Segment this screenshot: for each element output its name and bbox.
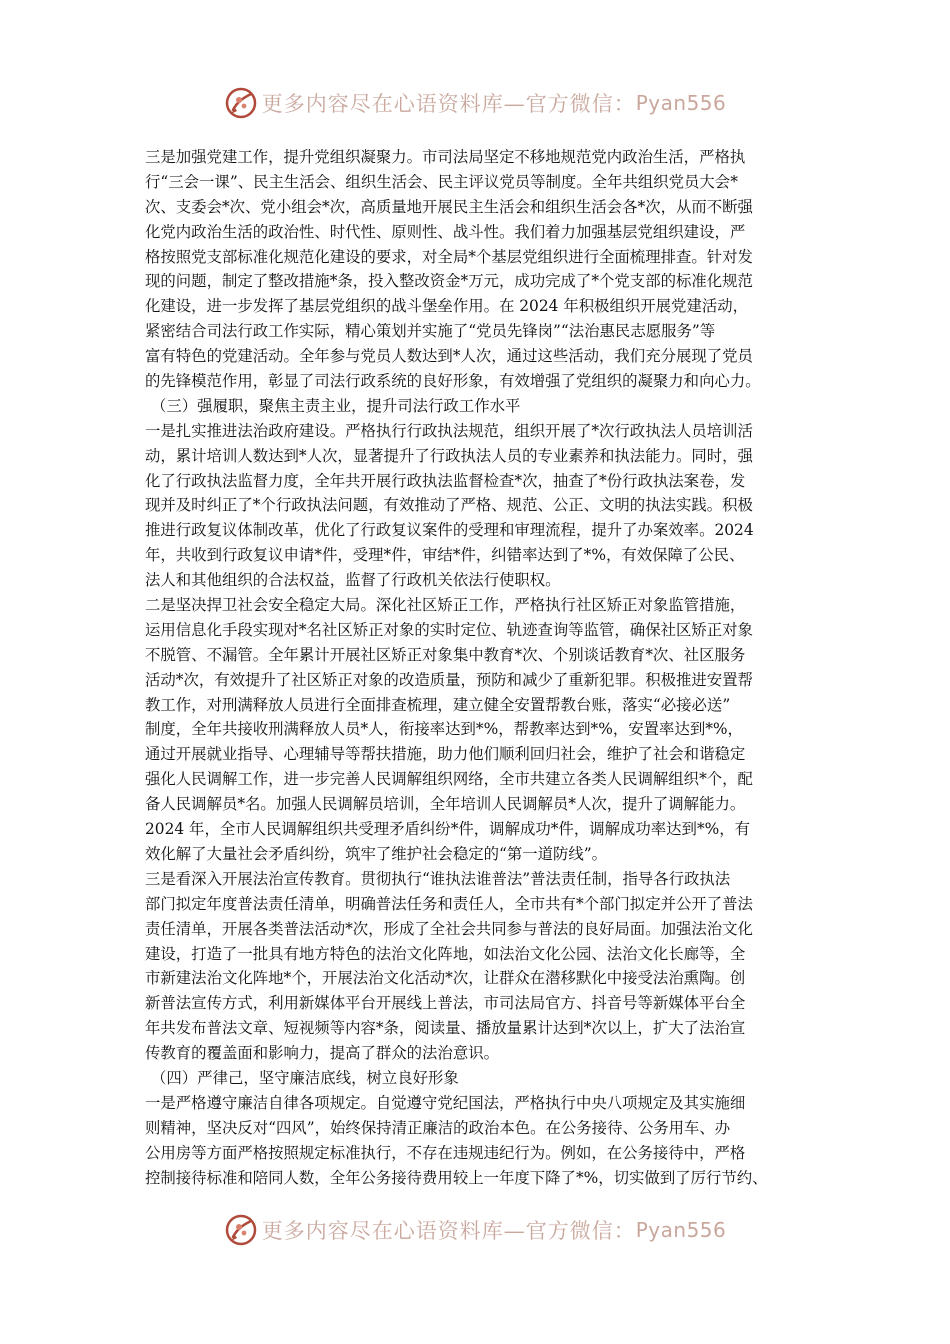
section-heading (145, 1066, 810, 1091)
paragraph (145, 145, 810, 394)
text-line: 的先锋模范作用，彰显了司法行政系统的良好形象，有效增强了党组织的凝聚力和向心力。 (145, 372, 761, 391)
text-line: 强化人民调解工作，进一步完善人民调解组织网络，全市共建立各类人民调解组织*个，配 (145, 770, 753, 789)
text-line: 2024 年，全市人民调解组织共受理矛盾纠纷*件，调解成功*件，调解成功率达到*%，有 (145, 820, 751, 839)
text-line: 化党内政治生活的政治性、时代性、原则性、战斗性。我们着力加强基层党组织建设，严 (145, 222, 746, 241)
text-line: 三是看深入开展法治宣传教育。贯彻执行“谁执法谁普法”普法责任制，指导各行政执法 (145, 869, 731, 888)
watermark-text: 更多内容尽在心语资料库—官方微信： (261, 1219, 636, 1243)
text-line: 二是坚决捍卫社会安全稳定大局。深化社区矫正工作，严格执行社区矫正对象监管措施， (145, 596, 746, 615)
text-line: 新普法宣传方式，利用新媒体平台开展线上普法，市司法局官方、抖音号等新媒体平台全 (145, 994, 746, 1013)
text-line: 市新建法治文化阵地*个，开展法治文化活动*次，让群众在潜移默化中接受法治熏陶。创 (145, 969, 746, 988)
text-line: 建设，打造了一批具有地方特色的法治文化阵地，如法治文化公园、法治文化长廊等，全 (145, 944, 746, 963)
text-line: 制度，全年共接收刑满释放人员*人，衔接率达到*%，帮教率达到*%，安置率达到*%， (145, 720, 743, 739)
text-line: 化了行政执法监督力度，全年共开展行政执法监督检查*次，抽查了*份行政执法案卷，发 (145, 471, 746, 490)
text-line: 富有特色的党建活动。全年参与党员人数达到*人次，通过这些活动，我们充分展现了党员 (145, 347, 753, 366)
pen-flower-logo-icon (224, 1213, 258, 1247)
paragraph (145, 593, 810, 867)
header-watermark (0, 83, 950, 123)
text-line: 通过开展就业指导、心理辅导等帮扶措施，助力他们顺利回归社会，维护了社会和谐稳定 (145, 745, 746, 764)
text-line: 三是加强党建工作，提升党组织凝聚力。市司法局坚定不移地规范党内政治生活，严格执 (145, 148, 746, 166)
heading-text: （四）严律己，坚守廉洁底线，树立良好形象 (151, 1068, 459, 1087)
text-line: 公用房等方面严格按照规定标准执行，不存在违规违纪行为。例如，在公务接待中，严格 (145, 1143, 746, 1162)
text-line: 行“三会一课”、民主生活会、组织生活会、民主评议党员等制度。全年共组织党员大会* (145, 172, 738, 191)
pen-flower-logo-icon (224, 86, 258, 120)
text-line: 一是扎实推进法治政府建设。严格执行行政执法规范，组织开展了*次行政执法人员培训活 (145, 421, 753, 440)
text-line: 传教育的覆盖面和影响力，提高了群众的法治意识。 (145, 1044, 499, 1063)
text-line: 运用信息化手段实现对*名社区矫正对象的实时定位、轨迹查询等监管，确保社区矫正对象 (145, 620, 753, 639)
text-line: 化建设，进一步发挥了基层党组织的战斗堡垒作用。在 2024 年积极组织开展党建活动， (145, 297, 749, 316)
text-line: 格按照党支部标准化规范化建设的要求，对全局*个基层党组织进行全面梳理排查。针对发 (145, 247, 753, 266)
text-line: 动，累计培训人数达到*人次，显著提升了行政执法人员的专业素养和执法能力。同时，强 (145, 446, 753, 465)
text-line: 控制接待标准和陪同人数，全年公务接待费用较上一年度下降了*%，切实做到了厉行节约、 (145, 1168, 768, 1187)
document-body (145, 145, 810, 1190)
text-line: 教工作，对刑满释放人员进行全面排查梳理，建立健全安置帮教台账，落实“必接必送” (145, 695, 731, 714)
text-line: 责任清单，开展各类普法活动*次，形成了全社会共同参与普法的良好局面。加强法治文化 (145, 919, 753, 938)
text-line: 效化解了大量社会矛盾纠纷，筑牢了维护社会稳定的“第一道防线”。 (145, 844, 608, 863)
text-line: 次、支委会*次、党小组会*次，高质量地开展民主生活会和组织生活会各*次，从而不断强 (145, 197, 753, 216)
text-line: 现并及时纠正了*个行政执法问题，有效推动了严格、规范、公正、文明的执法实践。积极 (145, 496, 753, 515)
text-line: 法人和其他组织的合法权益，监督了行政机关依法行使职权。 (145, 571, 561, 590)
watermark-wechat-id: Pyan556 (635, 91, 727, 115)
text-line: 现的问题，制定了整改措施*条，投入整改资金*万元，成功完成了*个党支部的标准化规范 (145, 272, 753, 291)
text-line: 年共发布普法文章、短视频等内容*条，阅读量、播放量累计达到*次以上，扩大了法治宣 (145, 1019, 746, 1038)
footer-watermark (0, 1210, 950, 1250)
paragraph (145, 867, 810, 1066)
heading-text: （三）强履职，聚焦主责主业，提升司法行政工作水平 (151, 396, 521, 415)
text-line: 活动*次，有效提升了社区矫正对象的改造质量，预防和减少了重新犯罪。积极推进安置帮 (145, 670, 753, 689)
text-line: 备人民调解员*名。加强人民调解员培训，全年培训人民调解员*人次，提升了调解能力。 (145, 795, 746, 814)
paragraph (145, 1091, 810, 1191)
watermark-text: 更多内容尽在心语资料库—官方微信： (261, 92, 636, 116)
text-line: 年，共收到行政复议申请*件，受理*件，审结*件，纠错率达到了*%，有效保障了公民、 (145, 546, 745, 565)
section-heading (145, 394, 810, 419)
text-line: 不脱管、不漏管。全年累计开展社区矫正对象集中教育*次、个别谈话教育*次、社区服务 (145, 645, 746, 664)
text-line: 一是严格遵守廉洁自律各项规定。自觉遵守党纪国法，严格执行中央八项规定及其实施细 (145, 1093, 746, 1112)
watermark-wechat-id: Pyan556 (635, 1218, 727, 1242)
text-line: 紧密结合司法行政工作实际，精心策划并实施了“党员先锋岗”“法治惠民志愿服务”等 (145, 322, 716, 341)
text-line: 则精神，坚决反对“四风”，始终保持清正廉洁的政治本色。在公务接待、公务用车、办 (145, 1118, 731, 1137)
text-line: 推进行政复议体制改革，优化了行政复议案件的受理和审理流程，提升了办案效率。2024 (145, 521, 754, 540)
text-line: 部门拟定年度普法责任清单，明确普法任务和责任人，全市共有*个部门拟定并公开了普法 (145, 894, 753, 913)
paragraph (145, 419, 810, 593)
